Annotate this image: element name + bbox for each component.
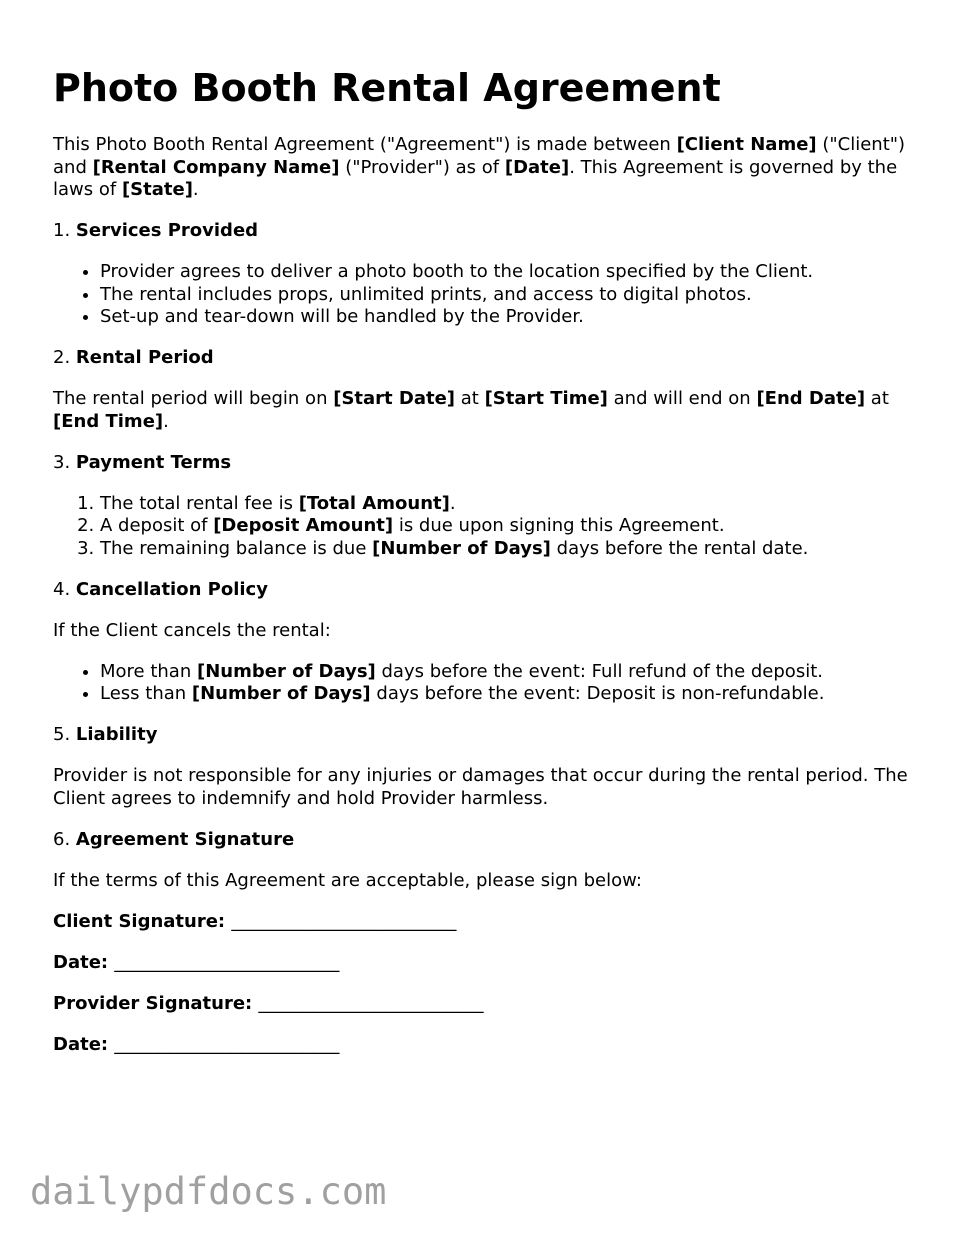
list-item: • More than [Number of Days] days before the event: Full refund of the deposit. [100, 661, 913, 684]
cancellation-intro: If the Client cancels the rental: [53, 619, 331, 641]
provider-date-field[interactable]: _________________________ [114, 1033, 340, 1055]
provider-signature-field[interactable]: _________________________ [258, 992, 484, 1014]
document-title: Photo Booth Rental Agreement [53, 66, 721, 110]
client-signature-label: Client Signature: [53, 910, 226, 932]
section-services-heading: 1. Services Provided [53, 220, 259, 241]
signature-intro: If the terms of this Agreement are acceptable, please sign below: [53, 869, 642, 891]
section-cancellation-heading: 4. Cancellation Policy [53, 578, 268, 600]
client-signature-field[interactable]: _________________________ [231, 910, 457, 932]
payment-terms-list [53, 493, 913, 561]
start-date-placeholder: [Start Date] [333, 388, 456, 409]
date-placeholder: [Date] [504, 156, 570, 178]
cancellation-list [53, 661, 913, 706]
state-placeholder: [State] [121, 179, 193, 200]
list-item: • The rental includes props, unlimited prints, and access to digital photos. [100, 284, 913, 307]
client-name-placeholder: [Client Name] [676, 134, 817, 155]
list-item: 1. The total rental fee is [Total Amount]. [100, 493, 913, 516]
section-rental-period-heading: 2. Rental Period [53, 347, 214, 368]
agreement-document [53, 62, 913, 1075]
end-date-placeholder: [End Date] [756, 388, 866, 409]
list-item: • Provider agrees to deliver a photo booth to the location specified by the Client. [100, 261, 913, 284]
provider-date-line [53, 1034, 913, 1057]
rental-period-paragraph: The rental period will begin on [Start Date] at [Start Time] and will end on [End Date] at [End Time]. [53, 388, 889, 432]
client-signature-line [53, 911, 913, 934]
start-time-placeholder: [Start Time] [484, 388, 608, 409]
end-time-placeholder: [End Time] [53, 410, 164, 432]
intro-paragraph: This Photo Booth Rental Agreement ("Agreement") is made between [Client Name] ("Client") and [Rental Company Name] ("Provider") as of [Date]. This Agreement is governed by the laws of [State]. [53, 134, 906, 200]
list-item: • Less than [Number of Days] days before the event: Deposit is non-refundable. [100, 683, 913, 706]
client-date-label: Date: [53, 951, 109, 973]
company-name-placeholder: [Rental Company Name] [92, 156, 340, 178]
list-item: 3. The remaining balance is due [Number of Days] days before the rental date. [100, 538, 913, 561]
client-date-field[interactable]: _________________________ [114, 951, 340, 973]
watermark: dailypdfdocs.com [30, 1170, 387, 1213]
liability-paragraph: Provider is not responsible for any injuries or damages that occur during the rental period. The Client agrees to indemnify and hold Provider harmless. [53, 765, 908, 809]
section-payment-heading: 3. Payment Terms [53, 451, 232, 473]
provider-signature-line [53, 993, 913, 1016]
services-list [53, 261, 913, 329]
client-date-line [53, 952, 913, 975]
provider-signature-label: Provider Signature: [53, 992, 253, 1014]
section-signature-heading: 6. Agreement Signature [53, 828, 295, 850]
list-item: • Set-up and tear-down will be handled by the Provider. [100, 306, 913, 329]
provider-date-label: Date: [53, 1033, 109, 1055]
section-liability-heading: 5. Liability [53, 724, 158, 745]
list-item: 2. A deposit of [Deposit Amount] is due upon signing this Agreement. [100, 515, 913, 538]
